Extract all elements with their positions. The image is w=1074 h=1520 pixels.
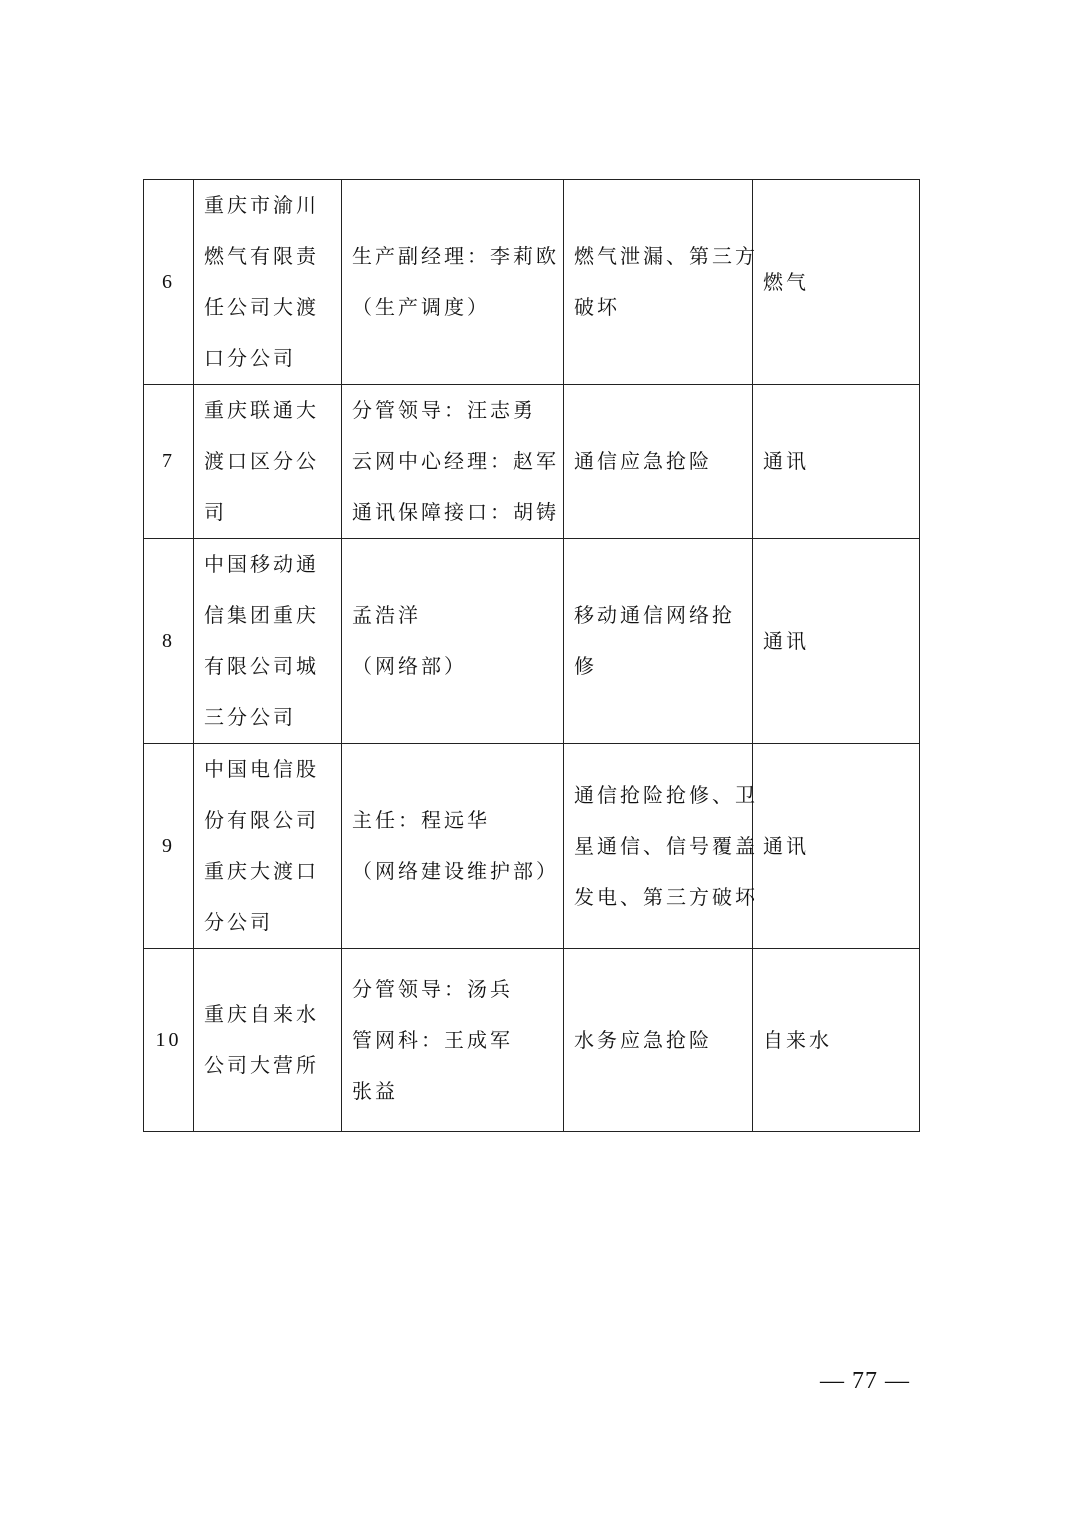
- category: 自来水: [753, 949, 920, 1132]
- table-row: [144, 180, 920, 385]
- contact-person: 生产副经理：李莉欧 （生产调度）: [342, 180, 564, 385]
- category: 通讯: [753, 385, 920, 539]
- table-row: [144, 539, 920, 744]
- contact-person: 分管领导：汪志勇 云网中心经理：赵军 通讯保障接口：胡铸: [342, 385, 564, 539]
- duty-scope: 通信应急抢险: [564, 385, 753, 539]
- table-row: [144, 744, 920, 949]
- unit-name: 重庆市渝川 燃气有限责 任公司大渡 口分公司: [194, 180, 342, 385]
- duty-scope: 移动通信网络抢 修: [564, 539, 753, 744]
- contact-person: 分管领导：汤兵 管网科：王成军 张益: [342, 949, 564, 1132]
- row-number: 8: [144, 539, 194, 744]
- contacts-table: [143, 179, 920, 1132]
- contact-person: 孟浩洋 （网络部）: [342, 539, 564, 744]
- duty-scope: 燃气泄漏、第三方 破坏: [564, 180, 753, 385]
- contact-person: 主任：程远华 （网络建设维护部）: [342, 744, 564, 949]
- row-number: 10: [144, 949, 194, 1132]
- unit-name: 中国移动通 信集团重庆 有限公司城 三分公司: [194, 539, 342, 744]
- page-number: — 77 —: [820, 1368, 910, 1394]
- row-number: 9: [144, 744, 194, 949]
- category: 燃气: [753, 180, 920, 385]
- category: 通讯: [753, 744, 920, 949]
- table-row: [144, 385, 920, 539]
- unit-name: 重庆自来水 公司大营所: [194, 949, 342, 1132]
- unit-name: 中国电信股 份有限公司 重庆大渡口 分公司: [194, 744, 342, 949]
- category: 通讯: [753, 539, 920, 744]
- duty-scope: 水务应急抢险: [564, 949, 753, 1132]
- row-number: 7: [144, 385, 194, 539]
- row-number: 6: [144, 180, 194, 385]
- table-row: [144, 949, 920, 1132]
- duty-scope: 通信抢险抢修、卫 星通信、信号覆盖 发电、第三方破坏: [564, 744, 753, 949]
- unit-name: 重庆联通大 渡口区分公 司: [194, 385, 342, 539]
